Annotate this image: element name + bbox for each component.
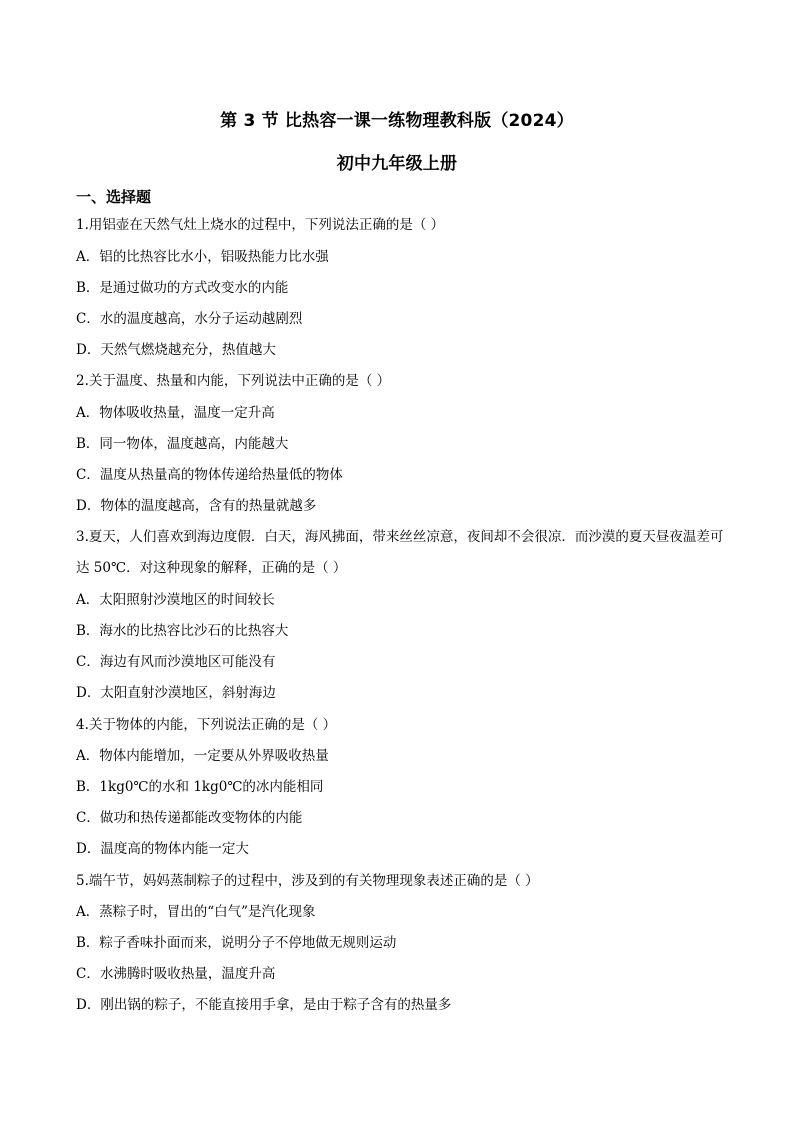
question-option: C．温度从热量高的物体传递给热量低的物体 — [76, 467, 343, 483]
question-option: D．温度高的物体内能一定大 — [76, 841, 249, 857]
question-option: C．做功和热传递都能改变物体的内能 — [76, 810, 303, 826]
question-stem: 5.端午节，妈妈蒸制粽子的过程中，涉及到的有关物理现象表述正确的是（ ） — [76, 873, 539, 889]
section-heading: 一、选择题 — [76, 188, 152, 206]
question-option: A．蒸粽子时，冒出的“白气”是汽化现象 — [76, 904, 316, 920]
question-option: D．天然气燃烧越充分，热值越大 — [76, 342, 276, 358]
question-stem: 1.用铝壶在天然气灶上烧水的过程中，下列说法正确的是（ ） — [76, 217, 445, 233]
question-option: A．太阳照射沙漠地区的时间较长 — [76, 592, 275, 608]
question-option: D．太阳直射沙漠地区，斜射海边 — [76, 685, 276, 701]
question-option: B．海水的比热容比沙石的比热容大 — [76, 623, 289, 639]
question-option: C．水的温度越高，水分子运动越剧烈 — [76, 311, 303, 327]
question-option: D．物体的温度越高，含有的热量就越多 — [76, 498, 317, 514]
question-option: B．粽子香味扑面而来，说明分子不停地做无规则运动 — [76, 935, 397, 951]
page-title: 第 3 节 比热容一课一练物理教科版（2024） — [220, 111, 574, 131]
question-stem: 3.夏天，人们喜欢到海边度假．白天，海风拂面，带来丝丝凉意，夜间却不会很凉．而沙漠的夏天昼夜温差可达 50℃．对这种现象的解释，正确的是（ ） — [76, 529, 724, 576]
question-option: C．水沸腾时吸收热量，温度升高 — [76, 966, 276, 982]
question-option: B．同一物体，温度越高，内能越大 — [76, 436, 289, 452]
question-stem: 2.关于温度、热量和内能，下列说法中正确的是（ ） — [76, 373, 391, 389]
question-option: B．1kg0℃的水和 1kg0℃的冰内能相同 — [76, 779, 324, 795]
question-option: D．刚出锅的粽子，不能直接用手拿，是由于粽子含有的热量多 — [76, 997, 452, 1013]
question-option: A．物体内能增加，一定要从外界吸收热量 — [76, 748, 329, 764]
page-subtitle: 初中九年级上册 — [336, 154, 458, 174]
question-option: C．海边有风而沙漠地区可能没有 — [76, 654, 276, 670]
question-stem: 4.关于物体的内能，下列说法正确的是（ ） — [76, 717, 337, 733]
question-option: A．铝的比热容比水小，铝吸热能力比水强 — [76, 249, 329, 265]
question-option: A．物体吸收热量，温度一定升高 — [76, 405, 275, 421]
question-option: B．是通过做功的方式改变水的内能 — [76, 280, 289, 296]
